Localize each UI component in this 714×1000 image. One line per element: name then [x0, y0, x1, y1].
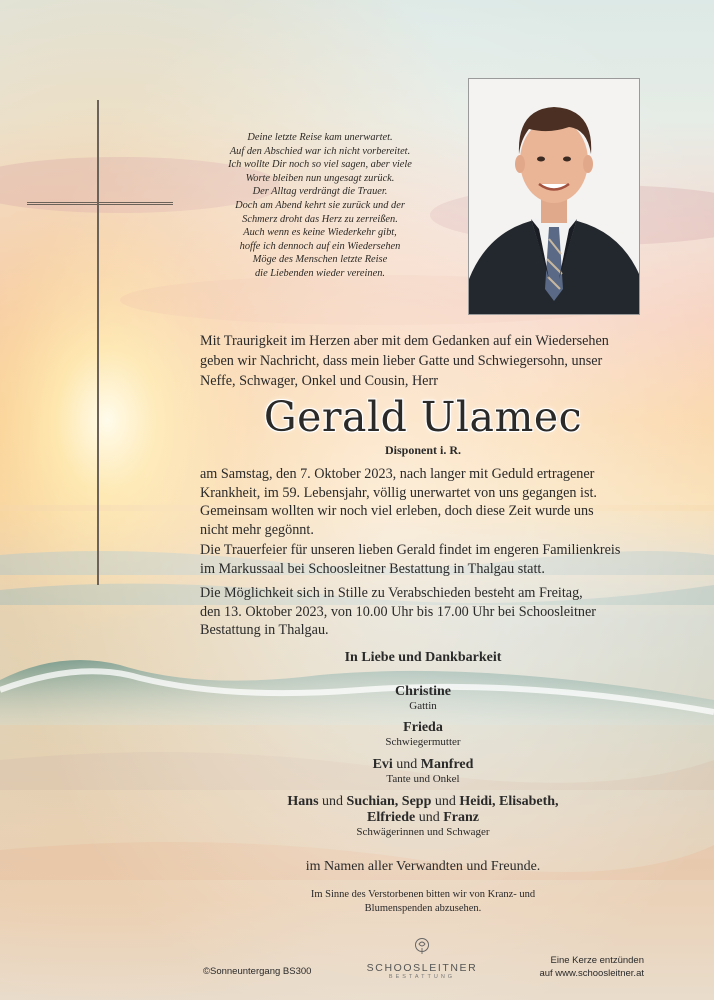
- company-logo: [357, 937, 487, 980]
- mourner-entry: [200, 684, 646, 713]
- note-line: Blumenspenden abzusehen.: [364, 902, 482, 914]
- poem-line: Worte bleiben nun ungesagt zurück.: [245, 172, 395, 184]
- mourner-name: Manfred: [420, 757, 474, 772]
- paragraph-line: im Markussaal bei Schoosleitner Bestattung in Thalgau statt.: [200, 560, 545, 577]
- cross-crossbar: [27, 202, 173, 205]
- paragraph-ceremony: [200, 541, 646, 578]
- mourner-name: Hans: [287, 794, 319, 809]
- paragraph-line: Gemeinsam wollten wir noch viel erleben, doch diese Zeit wurde uns: [200, 503, 594, 520]
- mourner-names: [200, 810, 646, 826]
- intro-text: [200, 331, 646, 391]
- paragraph-line: Die Trauerfeier für unseren lieben Gerald findet im engeren Familienkreis: [200, 542, 621, 558]
- poem: [205, 131, 435, 281]
- candle-link[interactable]: [500, 955, 644, 980]
- mourner-entry: [200, 757, 646, 786]
- mourner-name: Suchian, Sepp: [346, 794, 432, 809]
- mourners-heading: In Liebe und Dankbarkeit: [344, 650, 502, 665]
- paragraph-passing: [200, 465, 646, 540]
- poem-line: Schmerz droht das Herz zu zerreißen.: [242, 213, 398, 225]
- paragraph-line: am Samstag, den 7. Oktober 2023, nach langer mit Geduld ertragener: [200, 466, 595, 482]
- paragraph-line: Die Möglichkeit sich in Stille zu Verabschieden besteht am Freitag,: [200, 585, 583, 601]
- intro-line: geben wir Nachricht, dass mein lieber Gatte und Schwiegersohn, unser: [200, 353, 603, 369]
- mourner-name: Franz: [443, 810, 479, 825]
- intro-line: Mit Traurigkeit im Herzen aber mit dem Gedanken auf ein Wiedersehen: [200, 333, 609, 349]
- note-line: Im Sinne des Verstorbenen bitten wir von Kranz- und: [310, 889, 536, 900]
- paragraph-line: den 13. Oktober 2023, von 10.00 Uhr bis 17.00 Uhr bei Schoosleitner: [200, 603, 597, 620]
- connector-text: und: [318, 794, 347, 809]
- poem-line: Auf den Abschied war ich nicht vorbereitet.: [229, 145, 411, 157]
- poem-line: Auch wenn es keine Wiederkehr gibt,: [243, 227, 397, 239]
- mourner-entry: [200, 720, 646, 749]
- mourner-role: Schwiegermutter: [385, 736, 461, 748]
- mourner-names: [200, 794, 646, 810]
- connector-text: und: [415, 810, 444, 825]
- behalf-line: im Namen aller Verwandten und Freunde.: [305, 859, 541, 874]
- mourner-role: Schwägerinnen und Schwager: [356, 826, 490, 838]
- connector-text: und: [392, 757, 421, 772]
- cross-icon: [97, 100, 99, 585]
- poem-line: Doch am Abend kehrt sie zurück und der: [235, 199, 405, 211]
- candle-link-line: Eine Kerze entzünden: [550, 955, 644, 966]
- portrait-photo: [468, 78, 640, 315]
- rose-icon: [413, 937, 431, 955]
- mourner-name: Elfriede: [367, 810, 416, 825]
- mourner-entry: [200, 794, 646, 839]
- poem-line: Möge des Menschen letzte Reise: [252, 254, 388, 266]
- company-name: SCHOOSLEITNER: [366, 962, 478, 974]
- paragraph-line: Bestattung in Thalgau.: [200, 622, 329, 639]
- paragraph-line: Krankheit, im 59. Lebensjahr, völlig unerwartet von uns gegangen ist.: [200, 484, 597, 501]
- poem-line: Deine letzte Reise kam unerwartet.: [247, 132, 393, 143]
- mourner-name: Frieda: [403, 720, 443, 735]
- company-subtitle: BESTATTUNG: [388, 974, 456, 980]
- mourner-name: Evi: [372, 757, 393, 772]
- paragraph-line: nicht mehr gegönnt.: [200, 522, 314, 539]
- poem-line: Der Alltag verdrängt die Trauer.: [252, 186, 388, 198]
- poem-line: die Liebenden wieder vereinen.: [254, 267, 386, 279]
- mourner-role: Gattin: [409, 700, 437, 712]
- portrait-illustration: [469, 79, 639, 314]
- image-credit: ©Sonneuntergang BS300: [203, 966, 312, 977]
- connector-text: und: [431, 794, 460, 809]
- deceased-name: Gerald Ulamec: [263, 393, 583, 441]
- intro-line: Neffe, Schwager, Onkel und Cousin, Herr: [200, 373, 438, 389]
- mourner-name: Heidi, Elisabeth,: [459, 794, 559, 809]
- poem-line: Ich wollte Dir noch so viel sagen, aber viele: [228, 159, 412, 171]
- paragraph-farewell: [200, 584, 646, 640]
- mourner-role: Tante und Onkel: [386, 773, 460, 785]
- deceased-title: Disponent i. R.: [384, 443, 461, 457]
- candle-link-url[interactable]: auf www.schoosleitner.at: [539, 967, 644, 979]
- poem-line: hoffe ich dennoch auf ein Wiedersehen: [239, 240, 401, 252]
- donation-note: [200, 888, 646, 915]
- mourner-names: [200, 757, 646, 773]
- mourner-name: Christine: [395, 684, 451, 699]
